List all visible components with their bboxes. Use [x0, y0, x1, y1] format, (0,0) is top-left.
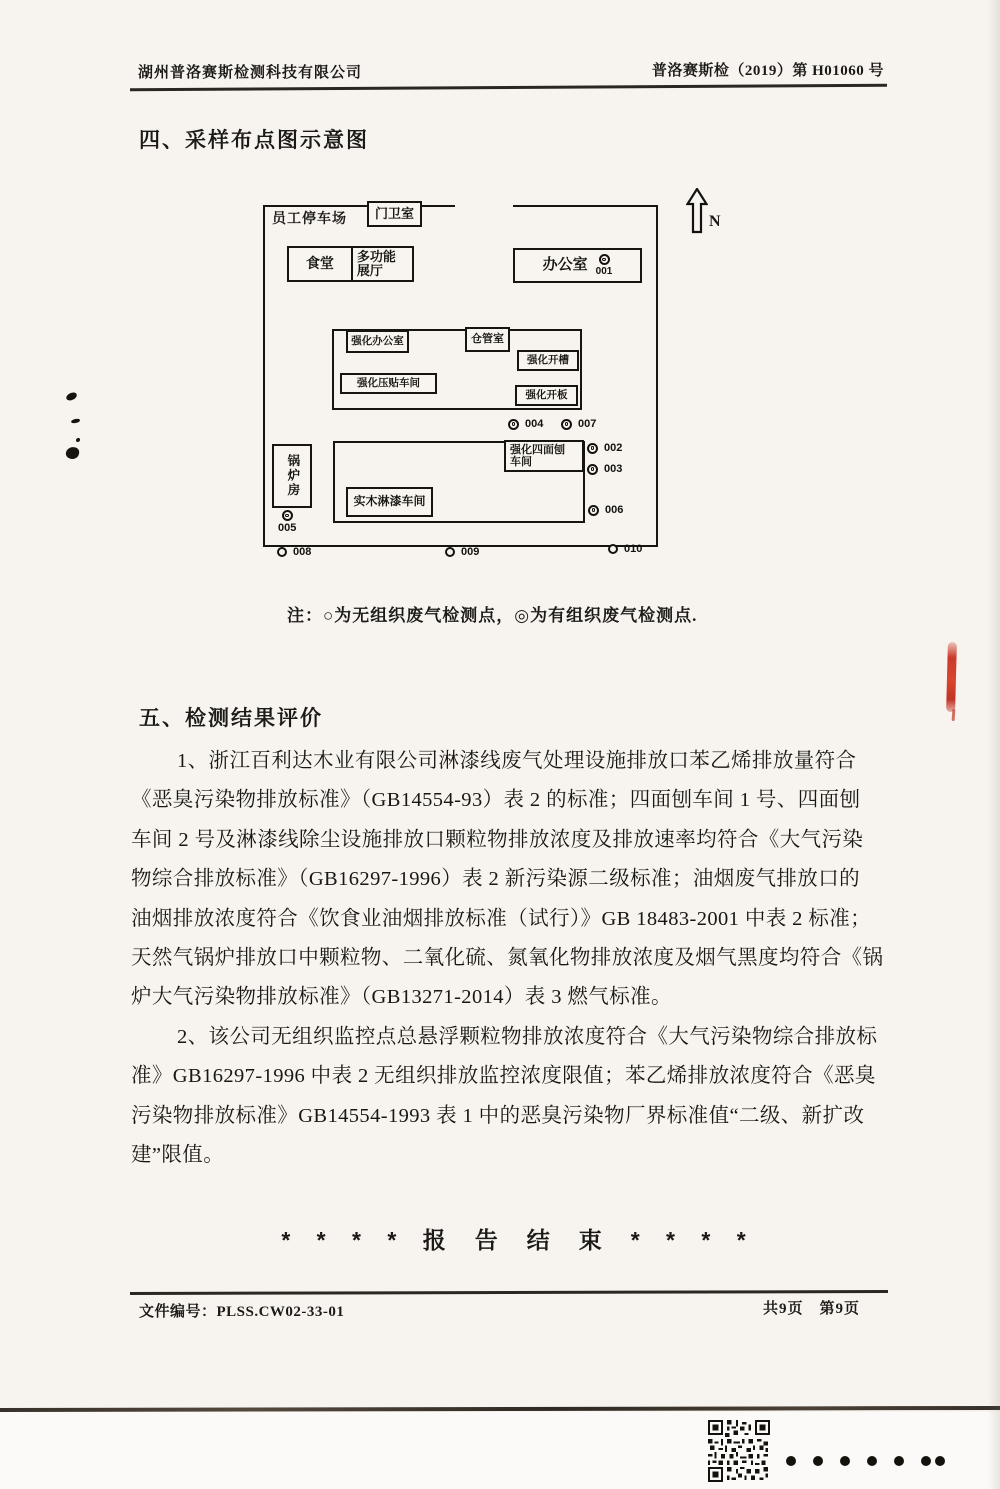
point-010-label: 010 [624, 543, 643, 555]
point-006 [588, 504, 623, 516]
point-009-label: 009 [461, 546, 480, 558]
diagram-legend-note: 注：○为无组织废气检测点，◎为有组织废气检测点. [287, 606, 698, 625]
point-008 [277, 546, 311, 558]
footer-rule [130, 1290, 888, 1294]
page-right-edge-shadow [988, 0, 1000, 1489]
qr-code [708, 1419, 770, 1483]
section4-title: 四、采样布点图示意图 [139, 128, 369, 152]
section5-title: 五、检测结果评价 [139, 706, 323, 730]
ink-mark [65, 391, 78, 401]
header-report-number: 普洛赛斯检（2019）第 H01060 号 [651, 63, 884, 79]
multi-hall-line2: 展厅 [356, 263, 383, 278]
scanner-background [0, 1412, 1000, 1489]
point-002 [587, 442, 622, 454]
qh-office-box: 强化办公室 [346, 330, 409, 353]
dot [867, 1456, 877, 1466]
organized-point-icon [587, 464, 598, 475]
text-line: 建”限值。 [131, 1143, 225, 1166]
point-006-label: 006 [605, 504, 624, 516]
text-line: 1、浙江百利达木业有限公司淋漆线废气处理设施排放口苯乙烯排放量符合 [177, 750, 857, 772]
dot-row [786, 1456, 945, 1466]
canteen-label: 食堂 [305, 255, 334, 272]
site-gate-gap [455, 201, 513, 211]
text-line: 油烟排放浓度符合《饮食业油烟排放标准（试行）》GB 18483-2001 中表 2 标准； [131, 907, 872, 930]
solid-wood-box: 实木淋漆车间 [346, 487, 433, 517]
footer-doc-number: 文件编号：PLSS.CW02-33-01 [139, 1304, 345, 1320]
organized-point-icon [587, 443, 598, 454]
parking-area-label: 员工停车场 [272, 210, 347, 226]
dot [840, 1456, 850, 1466]
qh-planer-box [504, 440, 584, 472]
dot [813, 1456, 823, 1466]
organized-point-icon [561, 419, 572, 430]
point-001 [596, 254, 613, 277]
evaluation-text [131, 742, 903, 1175]
point-001-label: 001 [595, 266, 613, 277]
north-arrow-icon [686, 188, 708, 234]
dot [921, 1456, 931, 1466]
organized-point-icon [508, 419, 519, 430]
point-004 [508, 418, 543, 430]
office-box [513, 248, 642, 283]
text-line: 天然气锅炉排放口中颗粒物、二氧化硫、氮氧化物排放浓度及烟气黑度均符合《锅 [131, 946, 884, 969]
header-company-name: 湖州普洛赛斯检测科技有限公司 [138, 64, 363, 81]
text-line: 2、该公司无组织监控点总悬浮颗粒物排放浓度符合《大气污染物综合排放标 [177, 1025, 878, 1048]
qh-planer-line1: 强化四面刨 [510, 444, 565, 456]
point-007-label: 007 [578, 418, 597, 430]
point-007 [561, 418, 596, 430]
footer-page-count: 共9页 第9页 [762, 1301, 860, 1317]
multi-hall-label [351, 248, 412, 280]
point-005 [278, 510, 296, 534]
unorganized-point-icon [277, 547, 287, 557]
dot [786, 1456, 796, 1466]
header-rule [130, 84, 887, 92]
guard-room-box: 门卫室 [367, 201, 422, 227]
point-005-label: 005 [278, 522, 297, 534]
point-010 [608, 543, 642, 555]
text-line: 物综合排放标准》（GB16297-1996）表 2 新污染源二级标准；油烟废气排放口的 [131, 868, 861, 891]
text-line: 准》GB16297-1996 中表 2 无组织排放监控浓度限值；苯乙烯排放浓度符合《恶臭 [131, 1065, 876, 1088]
sampling-layout-diagram [250, 185, 750, 585]
dot [894, 1456, 904, 1466]
organized-point-icon [282, 510, 293, 521]
ink-mark [71, 418, 80, 423]
office-label: 办公室 [542, 256, 588, 274]
point-003 [587, 463, 622, 475]
qh-pressing-box: 强化压贴车间 [340, 373, 437, 394]
qh-slotting-box: 强化开槽 [517, 350, 579, 371]
unorganized-point-icon [608, 544, 618, 554]
north-label: N [709, 213, 721, 230]
text-line: 车间 2 号及淋漆线除尘设施排放口颗粒物排放浓度及排放速率均符合《大气污染 [131, 828, 864, 851]
red-ink-mark-tail [952, 709, 956, 721]
ink-mark [65, 446, 80, 460]
qh-planer-line2: 车间 [510, 456, 532, 469]
point-003-label: 003 [604, 463, 623, 475]
unorganized-point-icon [445, 547, 455, 557]
text-line: 炉大气污染物排放标准》（GB13271-2014）表 3 燃气标准。 [131, 986, 672, 1009]
multi-hall-line1: 多功能 [356, 248, 396, 264]
point-008-label: 008 [293, 546, 312, 558]
ink-mark [76, 438, 80, 442]
boiler-room-box: 锅炉房 [272, 444, 312, 508]
point-009 [445, 546, 479, 558]
text-line: 污染物排放标准》GB14554-1993 表 1 中的恶臭污染物厂界标准值“二级、新扩改 [131, 1104, 865, 1127]
text-line: 《恶臭污染物排放标准》（GB14554-93）表 2 的标准；四面刨车间 1 号、四面刨 [131, 789, 861, 812]
point-004-label: 004 [525, 418, 544, 430]
qh-board-box: 强化开板 [515, 385, 578, 406]
canteen-hall-box [287, 246, 414, 282]
dot [935, 1456, 945, 1466]
organized-point-icon [588, 505, 599, 516]
report-end-banner: * * * * 报 告 结 束 * * * * [281, 1227, 749, 1253]
red-ink-mark [946, 642, 957, 712]
warehouse-box: 仓管室 [465, 327, 510, 352]
organized-point-icon [599, 254, 610, 265]
point-002-label: 002 [604, 442, 623, 454]
